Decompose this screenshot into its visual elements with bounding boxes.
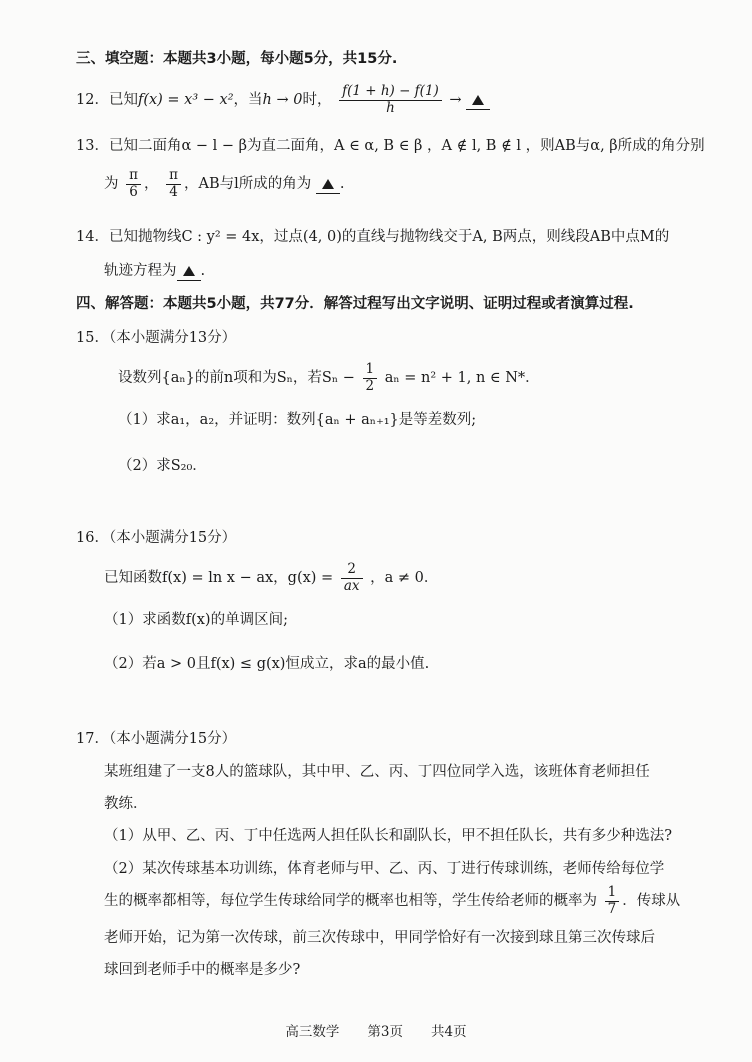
q12-fraction: $\frac{f(1 + h) - f(1)}{h}$ [339, 84, 442, 116]
question-17-title: 17．（本小题满分15分） [76, 731, 237, 747]
question-14-line2: 轨迹方程为 . [104, 263, 205, 281]
q14-number: 14． [76, 229, 109, 245]
question-15-part-1: （1）求a₁，a₂，并证明：数列{aₙ + aₙ₊₁}是等差数列; [118, 412, 477, 428]
question-17-part-2-line1: （2）某次传球基本功训练，体育老师与甲、乙、丙、丁进行传球训练，老师传给每位学 [104, 861, 665, 877]
triangle-icon [472, 95, 484, 105]
q13-fraction-2: $\frac{\pi}{4}$ [166, 168, 181, 200]
question-16-part-1: （1）求函数f(x)的单调区间; [104, 612, 288, 628]
question-15-title: 15．（本小题满分13分） [76, 330, 237, 346]
q13-fraction-1: $\frac{\pi}{6}$ [126, 168, 141, 200]
page-footer [0, 1024, 752, 1040]
q12-function: f(x) = x³ − x² [137, 92, 234, 109]
question-15-stem: 设数列{aₙ}的前n项和为Sₙ，若Sₙ − $\frac{1}{2}$ aₙ = n² + 1, n ∈ N*． [118, 361, 540, 394]
question-16-part-2: （2）若a > 0且f(x) ≤ g(x)恒成立，求a的最小值. [104, 656, 430, 672]
footer-total: 共4页 [431, 1024, 467, 1040]
q15-fraction: $\frac{1}{2}$ [363, 362, 378, 394]
triangle-icon [322, 179, 334, 189]
question-17-part-2-line2: 生的概率都相等，每位学生传球给同学的概率也相等，学生传给老师的概率为 $\frac{1}{7}$ ．传球从 [104, 884, 681, 917]
triangle-icon [183, 266, 195, 276]
section-4-header: 四、解答题：本题共5小题，共77分．解答过程写出文字说明、证明过程或者演算过程. [76, 296, 634, 312]
q17-fraction: $\frac{1}{7}$ [605, 885, 620, 917]
q12-number: 12． [76, 92, 109, 109]
question-14: 14．已知抛物线C : y² = 4x，过点(4, 0)的直线与抛物线交于A, B两点，则线段AB中点M的 [76, 229, 670, 245]
footer-page: 第3页 [367, 1024, 403, 1040]
q13-number: 13． [76, 138, 109, 154]
question-17-part-2-line3: 老师开始，记为第一次传球，前三次传球中，甲同学恰好有一次接到球且第三次传球后 [104, 930, 655, 946]
question-13: 13．已知二面角α − l − β为直二面角，A ∈ α, B ∈ β ，A ∉ l, B ∉ l ，则AB与α, β所成的角分别 [76, 138, 705, 154]
question-16-title: 16．（本小题满分15分） [76, 530, 237, 546]
answer-blank [177, 263, 201, 281]
q16-fraction: $\frac{2}{ax}$ [341, 562, 363, 594]
question-13-line2: 为 $\frac{\pi}{6}$ ， $\frac{\pi}{4}$ ，AB与l所成的角为 . [104, 167, 345, 200]
section-3-header: 三、填空题：本题共3小题，每小题5分，共15分. [76, 51, 398, 67]
question-12: 12．已知f(x) = x³ − x²，当h → 0时， $\frac{f(1 + h) - f(1)}{h}$ → [76, 84, 490, 116]
question-17-part-2-line4: 球回到老师手中的概率是多少? [104, 962, 301, 978]
answer-blank [316, 176, 340, 194]
question-16-stem: 已知函数f(x) = ln x − ax，g(x) = $\frac{2}{ax}$ ，a ≠ 0． [104, 561, 439, 594]
footer-subject: 高三数学 [285, 1024, 340, 1040]
question-17-part-1: （1）从甲、乙、丙、丁中任选两人担任队长和副队长，甲不担任队长，共有多少种选法? [104, 828, 672, 844]
answer-blank [466, 92, 490, 110]
question-17-stem-line2: 教练． [104, 796, 148, 812]
question-15-part-2: （2）求S₂₀． [118, 458, 207, 474]
question-17-stem-line1: 某班组建了一支8人的篮球队，其中甲、乙、丙、丁四位同学入选，该班体育老师担任 [104, 764, 650, 780]
